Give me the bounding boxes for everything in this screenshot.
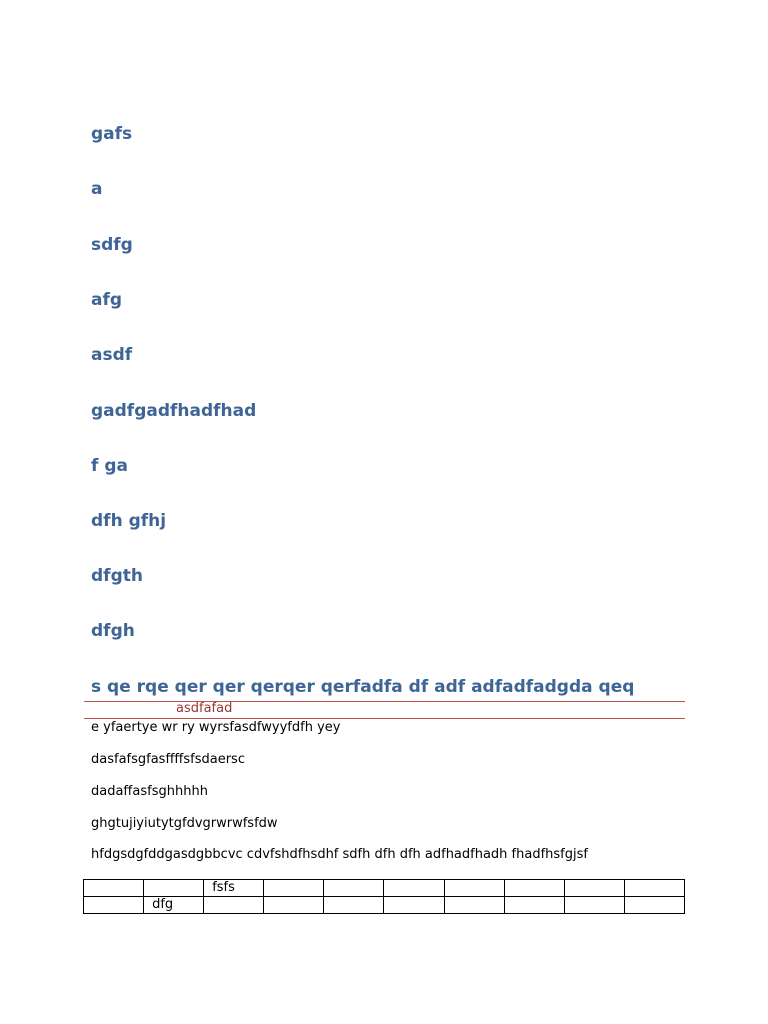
section-rule-top bbox=[84, 701, 685, 702]
table-cell bbox=[144, 880, 204, 897]
heading-5: asdf bbox=[91, 345, 133, 365]
heading-9: dfgth bbox=[91, 566, 143, 586]
table-cell bbox=[504, 880, 564, 897]
table-cell bbox=[324, 880, 384, 897]
data-table bbox=[83, 879, 685, 914]
heading-4: afg bbox=[91, 290, 123, 310]
table-cell bbox=[564, 880, 624, 897]
paragraph-3: dadaffasfsghhhhh bbox=[91, 784, 208, 799]
table-cell bbox=[624, 880, 684, 897]
table-cell bbox=[384, 897, 444, 914]
table-cell bbox=[324, 897, 384, 914]
paragraph-4: ghgtujiyiutytgfdvgrwrwfsfdw bbox=[91, 816, 278, 831]
table-cell bbox=[84, 880, 144, 897]
heading-3: sdfg bbox=[91, 235, 133, 255]
heading-7: f ga bbox=[91, 456, 128, 476]
section-label: asdfafad bbox=[176, 701, 233, 716]
table-row bbox=[84, 897, 685, 914]
table-cell bbox=[564, 897, 624, 914]
table-cell bbox=[444, 897, 504, 914]
table-cell bbox=[444, 880, 504, 897]
table-cell bbox=[84, 897, 144, 914]
heading-8: dfh gfhj bbox=[91, 511, 167, 531]
heading-11: s qe rqe qer qer qerqer qerfadfa df adf adfadfadgda qeq bbox=[91, 677, 635, 697]
table-cell: dfg bbox=[144, 897, 204, 914]
heading-2: a bbox=[91, 179, 103, 199]
heading-1: gafs bbox=[91, 124, 133, 144]
table-cell bbox=[264, 897, 324, 914]
table-cell bbox=[264, 880, 324, 897]
table-cell bbox=[384, 880, 444, 897]
table-cell: fsfs bbox=[204, 880, 264, 897]
paragraph-5: hfdgsdgfddgasdgbbcvc cdvfshdfhsdhf sdfh dfh dfh adfhadfhadh fhadfhsfgjsf bbox=[91, 847, 588, 862]
table-cell bbox=[204, 897, 264, 914]
paragraph-1: e yfaertye wr ry wyrsfasdfwyyfdfh yey bbox=[91, 720, 341, 735]
paragraph-2: dasfafsgfasffffsfsdaersc bbox=[91, 752, 245, 767]
table-cell bbox=[624, 897, 684, 914]
table-row bbox=[84, 880, 685, 897]
heading-6: gadfgadfhadfhad bbox=[91, 401, 257, 421]
heading-10: dfgh bbox=[91, 621, 135, 641]
table-cell bbox=[504, 897, 564, 914]
